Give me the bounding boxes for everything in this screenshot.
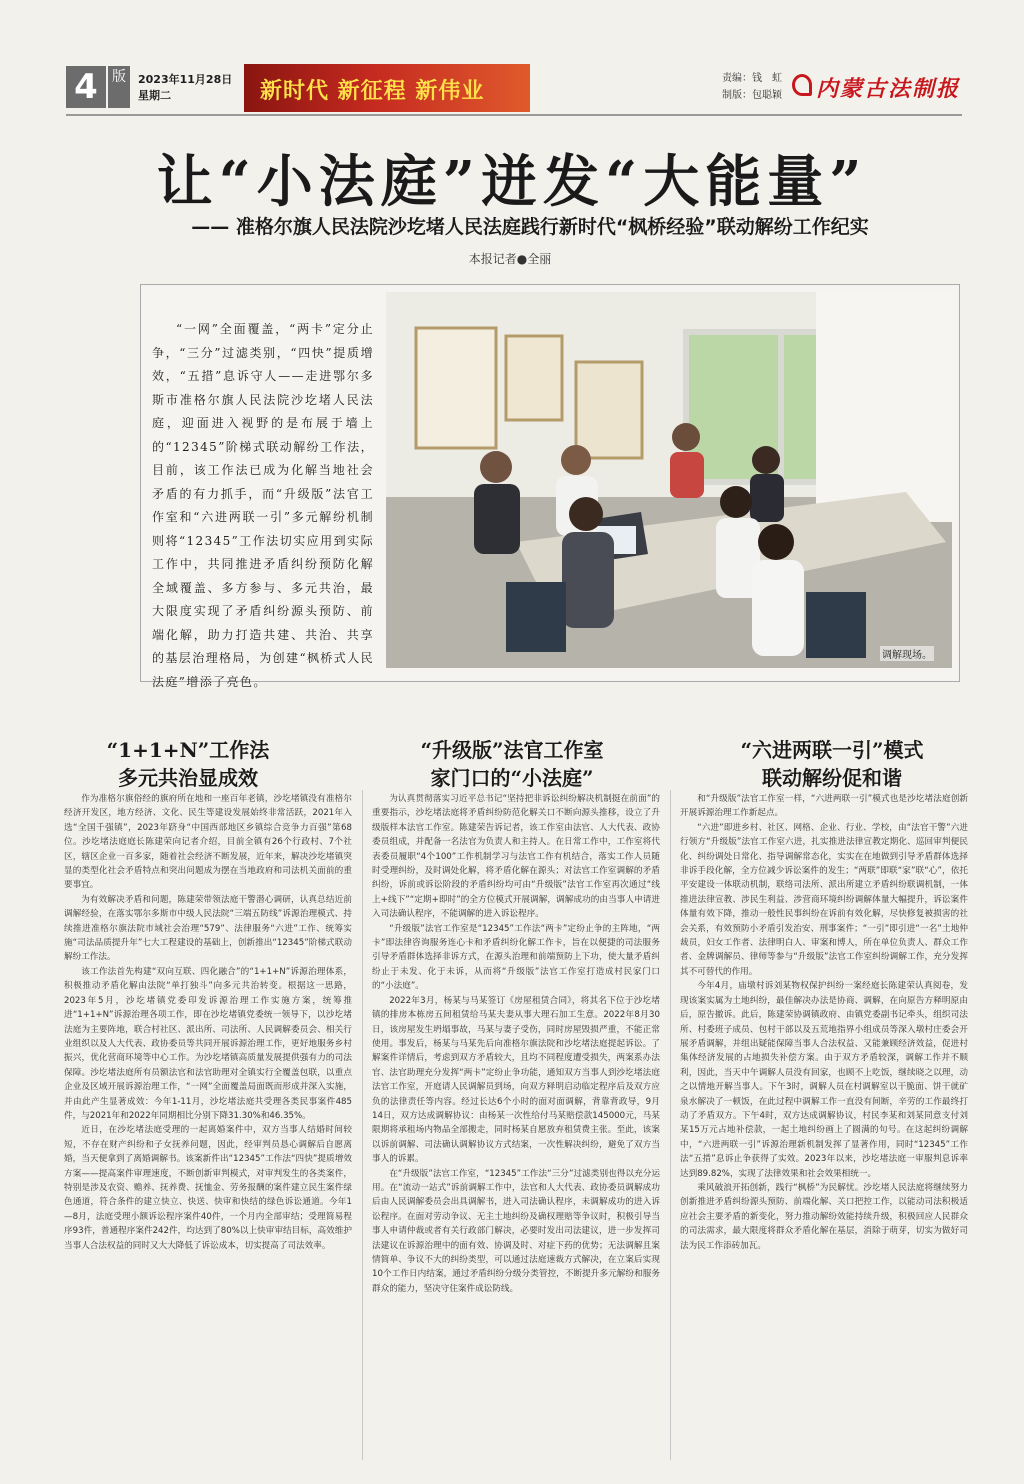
section-1-heading-line-2: 多元共治显成效 bbox=[118, 766, 258, 790]
section-2-paragraph: 在“升级版”法官工作室，“12345”工作法“三分”过滤类别也得以充分运用。在“流动一站式”诉前调解工作中，法官和人大代表、政协委员调解成功后由人民调解委员会出具调解书，进入司法确认程序，未调解成功的进入诉讼程序。在面对劳动争议、无主土地纠纷及确权理赔等争议时，积极引导当事人申请仲裁或者有关行政部门解决，必要时发出司法建议，进一步发挥司法建议在诉源治理中的面有效、协调及时、对症下药的优势；无法调解且案情简单、争议不大的纠纷类型，可以通过法庭速裁方式解决，在立案后实现10个工作日内结案，通过矛盾纠纷分级分类管控，不断提升多元解纷和服务群众的能力，坚决守住案件成讼防线。 bbox=[372, 1168, 660, 1294]
editor-credits bbox=[722, 70, 782, 104]
section-1-heading-line-1: “1+1+N”工作法 bbox=[106, 738, 270, 762]
issue-date: 2023年11月28日 bbox=[138, 73, 233, 86]
section-3-paragraph: “六进”即进乡村、社区、网格、企业、行业、学校，由“法官干警”六进行领方“升级版”法官工作室六进，扎实推进法律宣教定期化、巡回审判便民化、纠纷调处日常化、指导调解常态化，实实在在地做到引导矛盾群体选择非诉手段化解，全方位减少诉讼案件的发生；“两联”即联“家”联“心”，依托平安建设一体联动机制，联络司法所、派出所建立矛盾纠纷联调机制，一体推进法律宣教、涉民生利益、涉营商环境纠纷调解体量大幅提升，诉讼案件体量有效下降，推动一般性民事纠纷在诉前有效化解，尽快修复被损害的社会关系，有效预防小矛盾引发治安、刑事案件；“一引”即引进“一名”土地仲裁员，妇女工作者、法律明白人、审案和博人，所在单位负责人、群众工作者、金牌调解员、律师等参与“升级版”法官工作室纠纷调解工作，充分发挥其不可替代的作用。 bbox=[680, 822, 968, 977]
newspaper-logo bbox=[792, 70, 962, 104]
section-1-paragraph: 作为准格尔旗俗经的旗府所在地和一座百年老镇，沙圪堵镇没有准格尔经济开发区，地方经济、文化、民生等建设发展始终非常活跃，2021年入选“全国千强镇”，2023年跻身“中国西部地区乡镇综合竞争力百强”第68位。沙圪堵法庭庭长陈建荣向记者介绍，目前全镇有26个行政村、7个社区，辖区企业一百多家，随着社会经济不断发展，近年来，解决沙圪堵镇突显的类型化社会矛盾特点和突出问题成为摆在当地政府和司法机关面前的重要事宜。 bbox=[64, 794, 352, 891]
section-2-heading-line-2: 家门口的“小法庭” bbox=[430, 766, 594, 790]
producer-credit: 制版：包聪颖 bbox=[722, 90, 782, 101]
photo-caption: 调解现场。 bbox=[880, 646, 934, 661]
section-2-paragraph: 2022年3月，杨某与马某签订《房屋租赁合同》，将其名下位于沙圪堵镇的排房本栋房五间租赁给马某夫妻从事大理石加工生意。2022年8月30日，该房屋发生坍塌事故，马某与妻子受伤，同时房屋毁损严重，不能正常使用。事发后，杨某与马某先后向准格尔旗法院和沙圪堵法庭提起诉讼。了解案件详情后，考虑到双方矛盾较大，且均不同程度遭受损失，两案系办法官、法官助理充分发挥“两卡”定纷止争功能，通知双方当事人到沙圪堵法庭法官工作室，开庭请人民调解员到场，向双方释明启动临定程序后及双方应负的法律责任等内容。经过长达6个小时的面对面调解，背靠背政导，9月14日，双方达成调解协议：由杨某一次性给付马某赔偿款145000元，马某限期将承租场内物品全部搬走，同时杨某自愿放弃租赁费主张。至此，该案以诉前调解、司法确认调解协议方式结案，一次性解决纠纷，避免了双方当事人的诉累。 bbox=[372, 995, 660, 1165]
section-2-paragraph: 为认真贯彻落实习近平总书记“坚持把非诉讼纠纷解决机制挺在前面”的重要指示，沙圪堵法庭将矛盾纠纷防范化解关口不断向源头推移，设立了升级版样本法官工作室。陈建荣告诉记者，该工作室由法官、人大代表、政协委员组成，并配备一名法官为负责人和主持人。在日常工作中，工作室将代表委员履职“4个100”工作机制学习与法官工作有机结合，落实工作人员随时受理纠纷，及时调处化解，将矛盾化解在源头；对法官工作室调解的矛盾纠纷，诉前或诉讼阶段的矛盾纠纷均可由“升级版”法官工作室再次通过“线上+线下”“定期+即时”的全方位模式开展调解，调解成功的由当事人申请进入司法确认程序，不能调解的进入诉讼程序。 bbox=[372, 794, 660, 920]
article-subtitle: —— 准格尔旗人民法院沙圪堵人民法庭践行新时代“枫桥经验”联动解纷工作纪实 bbox=[191, 216, 869, 238]
page-number: 4 bbox=[66, 66, 106, 108]
section-3-body bbox=[680, 792, 968, 1253]
article-title: 让“小法庭”迸发“大能量” bbox=[156, 149, 868, 215]
column-divider bbox=[670, 790, 671, 1460]
section-banner bbox=[244, 64, 530, 112]
section-2-heading-line-1: “升级版”法官工作室 bbox=[420, 738, 604, 762]
logo-mark-icon bbox=[792, 74, 812, 96]
photo-illustration bbox=[386, 292, 952, 668]
header-divider bbox=[66, 114, 962, 116]
section-1-paragraph: 近日，在沙圪堵法庭受理的一起离婚案件中，双方当事人结婚时间较短，不存在财产纠纷和子女抚养问题，因此，经审判员恳心调解后自愿离婚，当天便拿到了离婚调解书。该案新件出“12345”工作法“四快”提质增效方案——提高案件审理速度，不断创新审判模式，对审判发生的各类案件，特别是涉及农资、赡养、抚养费、抚恤金、劳务报酬的案件建立民生案件绿色通道，符合条件的建立快立、快送、快审和快结的绿色诉讼通道。今年1—8月，法庭受理小额诉讼程序案件40件，一个月内全部审结；受理简易程序93件，普通程序案件242件，均达到了80%以上快审审结目标，高效维护当事人合法权益的同时又大大降低了诉讼成本，切实提高了司法效率。 bbox=[64, 1125, 352, 1251]
newspaper-name: 内蒙古法制报 bbox=[816, 76, 961, 102]
article-byline: 本报记者●全丽 bbox=[468, 252, 552, 266]
section-banner-text: 新时代 新征程 新伟业 bbox=[260, 79, 485, 104]
section-2-heading bbox=[392, 736, 632, 792]
section-3-heading-line-1: “六进两联一引”模式 bbox=[740, 738, 924, 762]
section-1-heading bbox=[88, 736, 288, 792]
lead-paragraph: “一网”全面覆盖，“两卡”定分止争，“三分”过滤类别，“四快”提质增效，“五措”息诉守人——走进鄂尔多斯市准格尔旗人民法院沙圪堵人民法庭，迎面进入视野的是布展于墙上的“12345”阶梯式联动解纷工作法，目前，该工作法已成为化解当地社会矛盾的有力抓手，而“升级版”法官工作室和“六进两联一引”多元解纷机制则将“12345”工作法切实应用到实际工作中，共同推进矛盾纠纷预防化解全域覆盖、多方参与、多元共治，最大限度实现了矛盾纠纷源头预防、前端化解，助力打造共建、共治、共享的基层治理格局，为创建“枫桥式人民法庭”增添了亮色。 bbox=[152, 322, 374, 689]
section-2-body bbox=[372, 792, 660, 1296]
section-1-paragraph: 为有效解决矛盾和问题，陈建荣带领法庭干警潜心调研，认真总结近前调解经验，在落实鄂尔多斯市中级人民法院“三端五防线”诉源治理模式、持续推进准格尔旗法院市域社会治理“579”、法律服务“六进”工作、统筹实施“司法品质提升年”七大工程建设的基础上，创新推出“12345”阶梯式联动解纷工作法。 bbox=[64, 894, 352, 963]
section-3-heading bbox=[712, 736, 952, 792]
section-1-paragraph: 该工作法首先构建“双向互联、四化融合”的“1+1+N”诉源治理体系，积极推动矛盾化解由法院“单打独斗”向多元共治转变。根据这一思路，2023年5月，沙圪堵镇党委印发诉源治理工作实施方案，统筹推进“1+1+N”诉源治理各项工作，即在沙圪堵镇党委统一领导下，以沙圪堵法庭为主要阵地，联合村社区、派出所、司法所、人民调解委员会、相关行业组织以及人大代表、政协委员等共同开展诉源治理工作，更好地服务乡村振兴，优化营商环境等中心工作。为沙圪堵镇高质量发展提供强有力的司法保障。沙圪堵法庭所有员额法官和法官助理对全镇实行全覆盖包联，以重点企业及区域开展诉源治理工作，“一网”全面覆盖局面既而形成并深入实施，并由此产生显著成效：今年1-11月，沙圪堵法庭共受理各类民事案件485件，与2021年和2022年同期相比分别下降31.30%和46.35%。 bbox=[64, 966, 352, 1121]
issue-weekday: 星期二 bbox=[138, 89, 171, 102]
column-divider bbox=[362, 790, 363, 1460]
section-3-paragraph: 和“升级版”法官工作室一样，“六进两联一引”模式也是沙圪堵法庭创新开展诉源治理工作新起点。 bbox=[680, 794, 968, 819]
section-2-paragraph: “升级版”法官工作室是“12345”工作法“两卡”定纷止争的主阵地，“两卡”即法律咨询服务连心卡和矛盾纠纷化解工作卡，旨在以便捷的司法服务引导矛盾群体选择非诉方式，在源头治理和前端预防上下功，使大量矛盾纠纷止于未发、化于未诉，从而将“升级版”法官工作室打造成村民家门口的“小法庭”。 bbox=[372, 923, 660, 992]
section-1-body bbox=[64, 792, 352, 1253]
editor-credit: 责编：钱 虹 bbox=[722, 73, 782, 84]
issue-date-block bbox=[138, 72, 238, 104]
mediation-photo bbox=[386, 292, 952, 668]
section-3-paragraph: 今年4月，庙墩村诉刘某物权保护纠纷一案经庭长陈建荣认真阅卷，发现该案实属为土地纠纷，最佳解决办法是协商、调解，在向原告方释明原由后，原告撤诉。此后，陈建荣协调镇政府、由镇党委副书记牵头，组织司法所、村委班子成员、包村干部以及五荒地指界小组成员等深入墩村庄委会开展矛盾调解，并组出疑能保障当事人合法权益、又能兼顾经济效益，促进村集体经济发展的占地损失补偿方案。由于双方矛盾较深，调解工作并不顺利，因此，当天中午调解人员没有回家，也顾不上吃饭，继续晓之以理，动之以情地开解当事人。下午3时，调解人员在村调解室以干脆面、饼干就矿泉水解决了一顿饭，在此过程中调解工作一直没有间断，辛劳的工作最终打动了矛盾双方。下午4时，双方达成调解协议，村民李某和刘某同意支付刘某15万元占地补偿款，一起土地纠纷画上了圆满的句号。在这起纠纷调解中，“六进两联一引”诉源治理新机制发挥了显著作用，同时“12345”工作法“五措”息诉止争获得了实效。2023年以来，沙圪堵法庭一审服判息诉率达到89.82%，实现了法律效果和社会效果相统一。 bbox=[680, 981, 968, 1179]
section-3-paragraph: 乘风破浪开拓创新，践行“枫桥”为民解忧。沙圪堵人民法庭将继续努力创新推进矛盾纠纷源头预防、前端化解、关口把控工作，以能动司法积极适应社会主要矛盾的新变化，努力推动解纷效能持续升级，积极回应人民群众的司法需求，最大限度将群众矛盾化解在基层，消除于萌芽，切实为做好司法为民工作添砖加瓦。 bbox=[680, 1182, 968, 1251]
page-label: 版 bbox=[108, 66, 130, 108]
section-3-heading-line-2: 联动解纷促和谐 bbox=[762, 766, 902, 790]
